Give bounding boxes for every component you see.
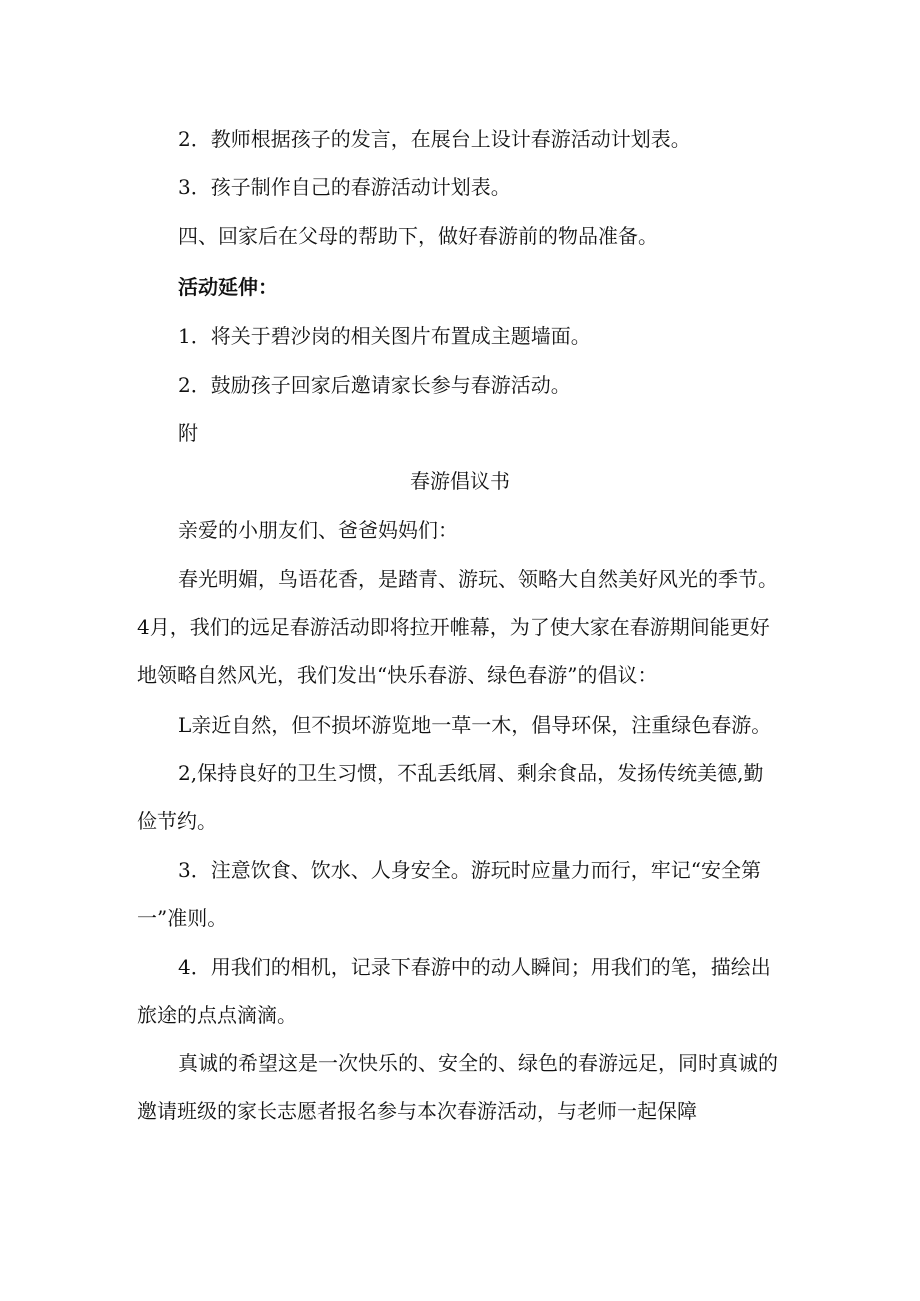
- extension-item-2: 2．鼓励孩子回家后邀请家长参与春游活动。: [178, 373, 571, 397]
- step-2: 2．教师根据孩子的发言，在展台上设计春游活动计划表。: [178, 127, 691, 151]
- proposal-item-2-line-2: 俭节约。: [137, 809, 217, 833]
- proposal-item-3-line-1: 3．注意饮食、饮水、人身安全。游玩时应量力而行，牢记“安全第: [178, 858, 761, 882]
- proposal-item-4-line-2: 旅途的点点滴滴。: [137, 1003, 297, 1027]
- proposal-item-2-line-1: 2,保持良好的卫生习惯，不乱丢纸屑、剩余食品，发扬传统美德,勤: [178, 761, 764, 785]
- step-3: 3．孩子制作自己的春游活动计划表。: [178, 175, 511, 199]
- salutation: 亲爱的小朋友们、爸爸妈妈们：: [178, 518, 458, 542]
- appendix-label: 附: [178, 421, 198, 445]
- proposal-item-1: L亲近自然，但不损坏游览地一草一木，倡导环保，注重绿色春游。: [178, 713, 772, 737]
- extension-item-1: 1．将关于碧沙岗的相关图片布置成主题墙面。: [178, 324, 591, 348]
- paragraph-1-line-1: 春光明媚，鸟语花香，是踏青、游玩、领略大自然美好风光的季节。: [178, 567, 778, 591]
- section-four: 四、回家后在父母的帮助下，做好春游前的物品准备。: [178, 224, 658, 248]
- paragraph-1-line-2: 4月，我们的远足春游活动即将拉开帷幕，为了使大家在春游期间能更好: [137, 615, 770, 639]
- closing-line-1: 真诚的希望这是一次快乐的、安全的、绿色的春游远足，同时真诚的: [178, 1051, 778, 1075]
- proposal-item-3-line-2: 一”准则。: [137, 906, 228, 930]
- closing-line-2: 邀请班级的家长志愿者报名参与本次春游活动，与老师一起保障: [137, 1099, 697, 1123]
- proposal-item-4-line-1: 4．用我们的相机，记录下春游中的动人瞬间；用我们的笔，描绘出: [178, 955, 771, 979]
- extension-heading: 活动延伸：: [178, 275, 278, 299]
- proposal-title: 春游倡议书: [410, 469, 510, 493]
- paragraph-1-line-3: 地领略自然风光，我们发出“快乐春游、绿色春游”的倡议：: [137, 663, 658, 687]
